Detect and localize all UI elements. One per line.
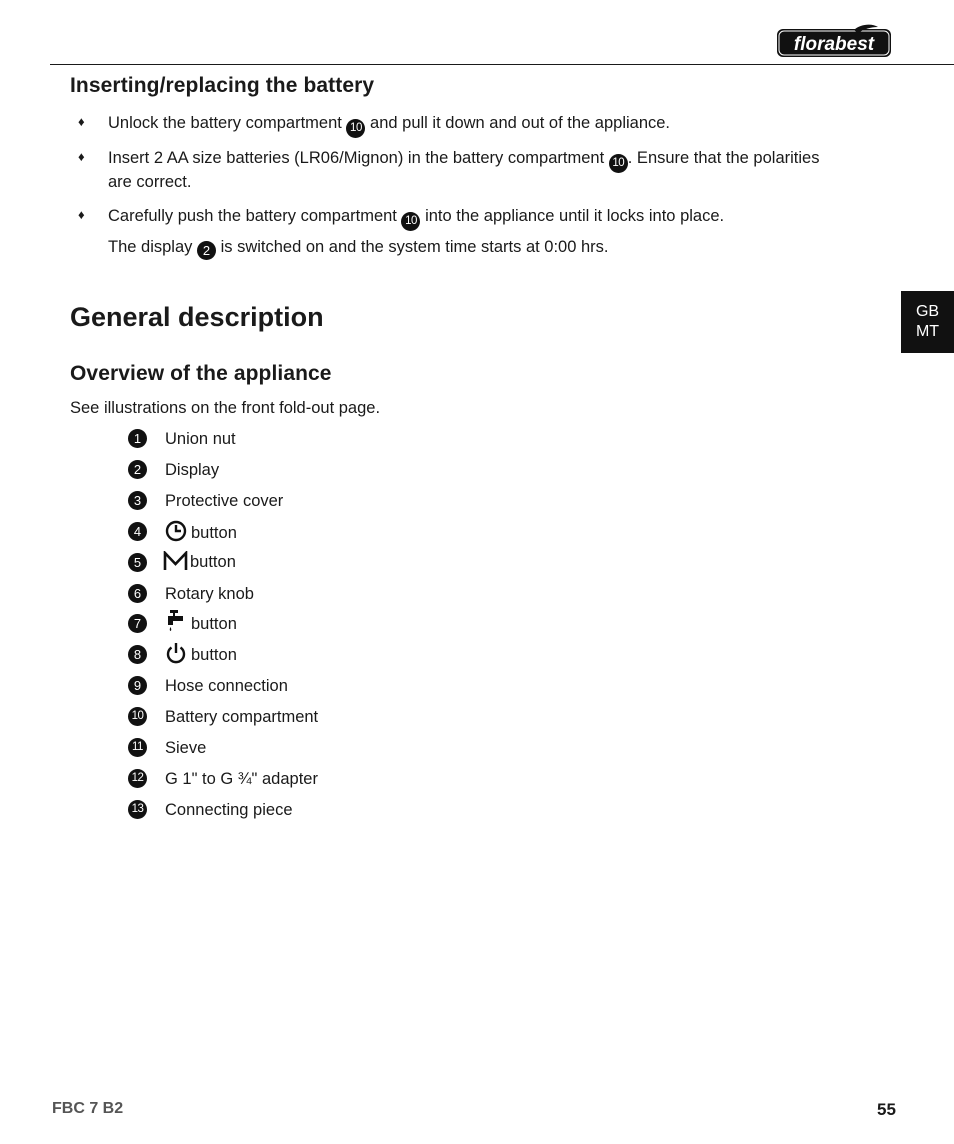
part-number-badge: 5 bbox=[128, 553, 147, 572]
battery-note bbox=[108, 237, 609, 260]
part-label: button bbox=[191, 646, 237, 664]
part-label: Connecting piece bbox=[165, 801, 293, 819]
part-label: Union nut bbox=[165, 430, 236, 448]
part-label: Protective cover bbox=[165, 492, 284, 510]
part-label-with-icon bbox=[165, 609, 237, 634]
part-label-with-icon bbox=[165, 642, 237, 665]
part-label: button bbox=[191, 524, 237, 542]
battery-bullet-2 bbox=[108, 148, 819, 173]
battery-section-title: Inserting/replacing the battery bbox=[70, 74, 375, 97]
part-label: Rotary knob bbox=[165, 585, 254, 603]
bullet-text: Carefully push the battery compartment bbox=[108, 207, 397, 225]
overview-intro: See illustrations on the front fold-out page. bbox=[70, 399, 381, 417]
bullet-text: Unlock the battery compartment bbox=[108, 114, 342, 132]
general-description-title: General description bbox=[70, 302, 324, 332]
part-number-badge: 2 bbox=[128, 460, 147, 479]
florabest-logo bbox=[776, 24, 892, 58]
part-label: Sieve bbox=[165, 739, 207, 757]
part-number-badge: 12 bbox=[128, 769, 147, 788]
bullet-text: . Ensure that the polarities bbox=[627, 149, 820, 167]
part-label-with-icon bbox=[165, 520, 237, 543]
bullet-text: into the appliance until it locks into place. bbox=[425, 207, 725, 225]
clock-icon bbox=[165, 520, 187, 542]
language-tab bbox=[901, 291, 954, 353]
part-number-badge: 7 bbox=[128, 614, 147, 633]
part-number-badge: 3 bbox=[128, 491, 147, 510]
overview-title: Overview of the appliance bbox=[70, 362, 332, 385]
footer-page-number: 55 bbox=[877, 1100, 896, 1119]
part-label: G 1" to G ¾" adapter bbox=[165, 770, 318, 788]
language-tab-line1: GB bbox=[915, 303, 940, 320]
part-number-badge: 10 bbox=[128, 707, 147, 726]
logo-text: florabest bbox=[793, 34, 875, 55]
language-tab-line2: MT bbox=[915, 323, 940, 340]
footer-model: FBC 7 B2 bbox=[52, 1100, 124, 1117]
part-number-badge: 8 bbox=[128, 645, 147, 664]
part-label: Battery compartment bbox=[165, 708, 319, 726]
bullet-diamond-icon: ♦ bbox=[78, 114, 85, 129]
part-number-badge: 9 bbox=[128, 676, 147, 695]
part-number-badge: 13 bbox=[128, 800, 147, 819]
ref-number-badge: 2 bbox=[197, 241, 216, 260]
battery-bullet-1 bbox=[108, 113, 670, 138]
header-rule bbox=[50, 64, 954, 65]
note-text: is switched on and the system time starts at 0:00 hrs. bbox=[220, 238, 609, 256]
part-label: button bbox=[191, 615, 237, 633]
bullet-text: Insert 2 AA size batteries (LR06/Mignon) in the battery compartment bbox=[108, 149, 605, 167]
bullet-diamond-icon: ♦ bbox=[78, 149, 85, 164]
battery-bullet-2-line2: are correct. bbox=[108, 173, 192, 191]
ref-number-badge: 10 bbox=[609, 154, 628, 173]
part-number-badge: 4 bbox=[128, 522, 147, 541]
ref-number-badge: 10 bbox=[401, 212, 420, 231]
m-letter-icon bbox=[163, 551, 188, 571]
note-text: The display bbox=[108, 238, 193, 256]
bullet-diamond-icon: ♦ bbox=[78, 207, 85, 222]
part-number-badge: 1 bbox=[128, 429, 147, 448]
part-label: Display bbox=[165, 461, 220, 479]
part-label-with-icon bbox=[163, 551, 236, 572]
power-icon bbox=[165, 642, 187, 664]
tap-icon bbox=[165, 609, 187, 633]
part-number-badge: 6 bbox=[128, 584, 147, 603]
part-label: Hose connection bbox=[165, 677, 288, 695]
ref-number-badge: 10 bbox=[346, 119, 365, 138]
battery-bullet-3 bbox=[108, 206, 724, 231]
bullet-text: and pull it down and out of the appliance. bbox=[370, 114, 671, 132]
part-label: button bbox=[190, 553, 236, 571]
part-number-badge: 11 bbox=[128, 738, 147, 757]
